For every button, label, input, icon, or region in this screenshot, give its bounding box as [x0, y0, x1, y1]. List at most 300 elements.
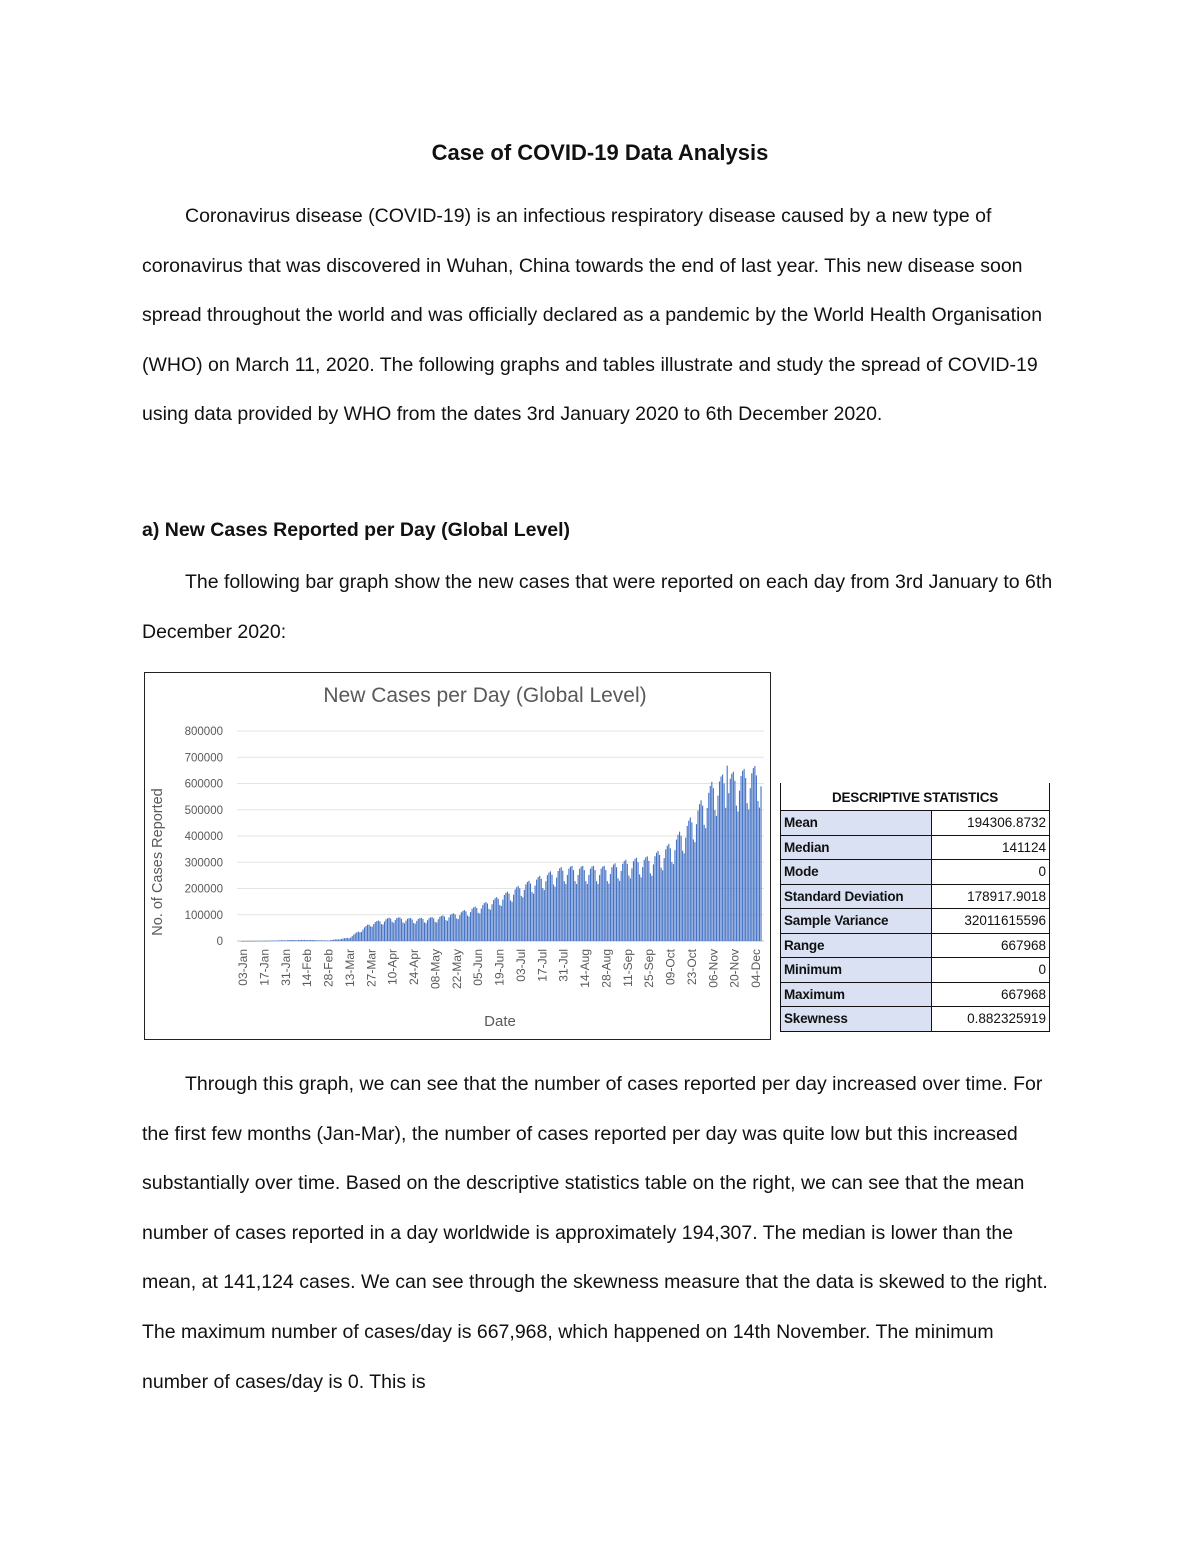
chart-bar — [487, 904, 488, 941]
chart-bar — [744, 769, 745, 941]
chart-bar — [445, 920, 446, 941]
chart-bar — [316, 940, 317, 941]
chart-bar — [319, 940, 320, 941]
chart-bar — [356, 932, 357, 941]
chart-bar — [399, 917, 400, 941]
chart-bar — [641, 877, 642, 941]
section-a-intro-paragraph: The following bar graph show the new cases that were reported on each day from 3rd January to 6th December 2020: — [142, 571, 1053, 643]
chart-bar — [636, 858, 637, 941]
chart-bar — [364, 927, 365, 941]
chart-bar — [708, 793, 709, 941]
chart-bar — [644, 860, 645, 941]
chart-bar — [558, 871, 559, 941]
chart-bar — [625, 860, 626, 941]
chart-bar — [630, 878, 631, 941]
chart-bar — [402, 922, 403, 941]
chart-bar — [259, 941, 260, 942]
chart-bar — [722, 775, 723, 941]
chart-bar — [407, 919, 408, 941]
chart-bar — [578, 875, 579, 941]
chart-bar — [269, 941, 270, 942]
chart-bar — [499, 905, 500, 941]
x-tick-label: 25-Sep — [642, 949, 657, 988]
chart-bar — [555, 887, 556, 941]
chart-bar — [575, 881, 576, 941]
chart-bar — [275, 941, 276, 942]
chart-bar — [367, 925, 368, 941]
x-tick-label: 14-Feb — [300, 949, 315, 988]
chart-bar — [429, 918, 430, 941]
y-axis-label: No. of Cases Reported — [150, 788, 166, 936]
chart-bar — [335, 939, 336, 941]
x-tick-label: 09-Oct — [663, 949, 678, 986]
chart-bar — [496, 897, 497, 941]
chart-bar — [504, 895, 505, 941]
chart-bar — [482, 905, 483, 941]
section-a-analysis-paragraph: Through this graph, we can see that the number of cases reported per day increased over time. For the first few months (Jan-Mar), the number of cases reported per day was quite low but this increased substantially over time. Based on the descriptive statistics table on the right, we can see that the mean number of cases reported in a day worldwide is approximately 194,307. The median is lower than the mean, at 141,124 cases. We can see through the skewness measure that the data is skewed to the right. The maximum number of cases/day is 667,968, which happened on 14th November. The minimum number of cases/day is 0. This is — [142, 1073, 1048, 1393]
chart-bar — [751, 773, 752, 941]
chart-bar — [283, 940, 284, 941]
chart-bar — [324, 940, 325, 941]
chart-bar — [481, 909, 482, 941]
y-tick-label: 400000 — [184, 831, 223, 843]
chart-bar — [312, 940, 313, 941]
chart-bar — [306, 940, 307, 941]
chart-bar — [344, 938, 345, 941]
chart-bar — [395, 920, 396, 941]
stats-grid — [780, 810, 1050, 1032]
chart-bar — [447, 921, 448, 941]
chart-bar — [750, 788, 751, 941]
stats-row-minimum — [781, 958, 1050, 983]
x-tick-label: 23-Oct — [684, 949, 699, 986]
chart-bar — [668, 844, 669, 941]
chart-bar — [352, 936, 353, 941]
chart-bar — [547, 875, 548, 941]
x-tick-label: 08-May — [428, 949, 443, 990]
chart-bar — [256, 941, 257, 942]
chart-bar — [422, 919, 423, 941]
chart-bar — [286, 940, 287, 941]
chart-bar — [564, 881, 565, 941]
stats-value: 0 — [932, 958, 1050, 983]
x-tick-label: 28-Aug — [599, 949, 614, 988]
chart-bar — [404, 923, 405, 941]
chart-bar — [684, 853, 685, 941]
chart-bar — [393, 923, 394, 941]
chart-bar — [329, 940, 330, 941]
chart-bar — [459, 915, 460, 941]
chart-bar — [389, 918, 390, 941]
chart-bar — [493, 900, 494, 941]
chart-bar — [361, 932, 362, 941]
chart-bar — [614, 863, 615, 941]
chart-bar — [697, 811, 698, 941]
chart-bar — [621, 871, 622, 941]
chart-bar — [355, 933, 356, 941]
chart-bar — [530, 883, 531, 941]
chart-bar — [704, 825, 705, 941]
chart-bar — [327, 941, 328, 942]
x-tick-label: 11-Sep — [620, 949, 635, 987]
stats-label: Minimum — [781, 958, 932, 983]
chart-bar — [250, 941, 251, 942]
chart-bar — [247, 941, 248, 942]
chart-bar — [581, 867, 582, 941]
stats-label: Sample Variance — [781, 909, 932, 934]
x-tick-label: 17-Jan — [257, 949, 272, 986]
chart-bar — [338, 939, 339, 941]
chart-bar — [656, 853, 657, 941]
chart-bar — [702, 806, 703, 941]
chart-bar — [714, 810, 715, 941]
chart-bar — [710, 786, 711, 941]
chart-bar — [498, 899, 499, 941]
chart-bar — [472, 909, 473, 941]
chart-bar — [535, 886, 536, 941]
chart-bar — [734, 781, 735, 941]
chart-bar — [681, 836, 682, 941]
chart-bar — [647, 856, 648, 941]
stats-label: Median — [781, 835, 932, 860]
chart-bar — [484, 903, 485, 941]
y-tick-label: 600000 — [184, 778, 223, 791]
chart-bar — [425, 923, 426, 941]
chart-bar — [602, 867, 603, 941]
chart-bar — [369, 925, 370, 941]
chart-bar — [573, 870, 574, 941]
chart-bar — [519, 888, 520, 941]
chart-bar — [601, 869, 602, 941]
chart-bar — [479, 914, 480, 941]
chart-bar — [590, 869, 591, 941]
chart-bar — [562, 871, 563, 941]
chart-bar — [538, 877, 539, 941]
chart-bar — [287, 940, 288, 941]
chart-bar — [278, 940, 279, 941]
chart-bar — [561, 867, 562, 941]
chart-bar — [628, 876, 629, 941]
chart-bar — [559, 868, 560, 941]
chart-bar — [528, 881, 529, 941]
chart-bar — [670, 848, 671, 941]
chart-bar — [687, 826, 688, 941]
chart-bar — [584, 870, 585, 941]
chart-bar — [553, 885, 554, 941]
chart-bar — [455, 915, 456, 941]
x-tick-label: 14-Aug — [578, 949, 592, 988]
stats-row-maximum — [781, 982, 1050, 1007]
chart-bar — [673, 864, 674, 941]
chart-bar — [688, 821, 689, 941]
chart-bar — [511, 902, 512, 941]
chart-bar — [757, 801, 758, 941]
x-tick-label: 31-Jan — [278, 949, 293, 986]
chart-bar — [342, 939, 343, 942]
x-tick-label: 03-Jan — [236, 949, 250, 986]
chart-bar — [756, 775, 757, 941]
chart-bar — [419, 918, 420, 941]
chart-bar — [398, 918, 399, 941]
chart-bar — [721, 776, 722, 941]
chart-bar — [651, 876, 652, 941]
chart-bar — [309, 940, 310, 941]
chart-bar — [653, 864, 654, 941]
chart-bar — [699, 804, 700, 941]
chart-bar — [465, 911, 466, 941]
chart-bar — [654, 856, 655, 941]
chart-bar — [433, 918, 434, 941]
chart-bar — [548, 873, 549, 941]
chart-bar — [299, 940, 300, 941]
chart-bar — [405, 921, 406, 941]
chart-bar — [618, 878, 619, 941]
chart-bar — [448, 917, 449, 941]
stats-caption: DESCRIPTIVE STATISTICS — [780, 783, 1050, 810]
chart-bar — [736, 806, 737, 941]
y-tick-label: 800000 — [184, 726, 223, 738]
chart-bar — [745, 778, 746, 941]
chart-bar — [444, 917, 445, 941]
x-tick-label: 31-Jul — [556, 949, 571, 982]
stats-value: 141124 — [932, 835, 1050, 860]
stats-label: Standard Deviation — [781, 884, 932, 909]
chart-bar — [322, 940, 323, 941]
chart-bar — [648, 861, 649, 941]
new-cases-chart-svg — [145, 673, 772, 1041]
chart-bar — [567, 875, 568, 941]
chart-bar — [249, 941, 250, 942]
chart-bar — [571, 866, 572, 941]
chart-bar — [413, 923, 414, 941]
chart-bar — [544, 890, 545, 941]
y-tick-label: 0 — [216, 936, 223, 948]
chart-bar — [267, 941, 268, 942]
chart-bar — [522, 897, 523, 941]
chart-bar — [253, 941, 254, 942]
x-tick-label: 24-Apr — [407, 949, 421, 986]
chart-bar — [587, 884, 588, 941]
chart-bar — [416, 921, 417, 941]
chart-bar — [579, 869, 580, 941]
chart-bar — [296, 940, 297, 941]
chart-bar — [604, 866, 605, 941]
chart-bar — [458, 919, 459, 941]
y-tick-label: 100000 — [184, 909, 223, 922]
chart-bar — [350, 938, 351, 941]
chart-bar — [246, 941, 247, 942]
chart-bar — [677, 835, 678, 941]
chart-bar — [536, 880, 537, 941]
stats-row-mode — [781, 860, 1050, 885]
chart-bar — [730, 779, 731, 941]
chart-bar — [453, 913, 454, 941]
chart-bar — [252, 941, 253, 942]
chart-bar — [611, 867, 612, 941]
x-tick-label: 17-Jul — [535, 949, 550, 982]
y-tick-label: 300000 — [184, 857, 223, 870]
chart-bar — [243, 941, 244, 942]
chart-bar — [556, 878, 557, 941]
chart-bar — [565, 884, 566, 941]
chart-bar — [452, 914, 453, 941]
chart-bar — [507, 892, 508, 941]
x-tick-label: 20-Nov — [727, 949, 742, 988]
chart-bar — [691, 822, 692, 941]
chart-gridlines — [237, 731, 764, 941]
chart-bar — [424, 922, 425, 941]
chart-title: New Cases per Day (Global Level) — [323, 684, 647, 707]
chart-bar — [671, 862, 672, 941]
stats-value: 32011615596 — [932, 909, 1050, 934]
chart-bar — [550, 871, 551, 941]
chart-bar — [631, 868, 632, 941]
chart-bar — [473, 907, 474, 941]
chart-bar — [396, 918, 397, 941]
chart-bar — [276, 940, 277, 941]
chart-bar — [725, 808, 726, 941]
chart-bar — [627, 864, 628, 941]
chart-bar — [599, 875, 600, 941]
chart-bar — [427, 920, 428, 941]
chart-bar — [478, 913, 479, 941]
chart-bar — [527, 882, 528, 941]
chart-bar — [289, 940, 290, 941]
chart-bar — [418, 919, 419, 941]
chart-bar — [281, 940, 282, 941]
x-tick-label: 10-Apr — [385, 949, 400, 986]
chart-bar — [468, 916, 469, 941]
chart-bar — [594, 870, 595, 941]
chart-bar — [492, 904, 493, 941]
chart-bar — [272, 941, 273, 942]
chart-bar — [576, 884, 577, 941]
y-axis-ticks — [185, 726, 223, 948]
chart-bar — [539, 876, 540, 941]
y-tick-label: 200000 — [184, 883, 223, 896]
chart-bar — [362, 930, 363, 941]
chart-bar — [610, 874, 611, 941]
stats-label: Range — [781, 933, 932, 958]
chart-bar — [375, 922, 376, 941]
chart-bar — [515, 890, 516, 941]
chart-bar — [510, 900, 511, 941]
x-tick-label: 05-Jun — [471, 949, 486, 986]
chart-bar — [634, 859, 635, 941]
chart-bar — [551, 875, 552, 941]
chart-bar — [716, 816, 717, 941]
chart-bar — [495, 898, 496, 941]
chart-bar — [711, 782, 712, 941]
chart-bar — [624, 861, 625, 941]
chart-bar — [378, 921, 379, 941]
chart-bar — [392, 922, 393, 941]
chart-bar — [273, 941, 274, 942]
chart-bar — [315, 940, 316, 941]
stats-label: Mode — [781, 860, 932, 885]
chart-bar — [485, 902, 486, 941]
chart-bar — [508, 894, 509, 941]
chart-bar — [737, 812, 738, 941]
chart-bar — [531, 892, 532, 941]
chart-bar — [293, 940, 294, 941]
chart-bar — [717, 796, 718, 941]
chart-bar — [705, 828, 706, 941]
chart-bar — [372, 927, 373, 941]
chart-bar — [719, 781, 720, 941]
chart-bar — [713, 788, 714, 941]
chart-bar — [304, 940, 305, 941]
chart-bar — [435, 922, 436, 941]
chart-bar — [290, 940, 291, 941]
chart-bar — [759, 808, 760, 941]
chart-bar — [622, 864, 623, 941]
chart-bar — [365, 926, 366, 941]
stats-value: 0.882325919 — [932, 1007, 1050, 1032]
stats-row-skewness — [781, 1007, 1050, 1032]
stats-row-median — [781, 835, 1050, 860]
chart-bar — [638, 862, 639, 941]
chart-bar — [727, 766, 728, 941]
chart-bar — [255, 941, 256, 942]
chart-bar — [462, 911, 463, 941]
chart-bar — [607, 881, 608, 941]
chart-bar — [461, 912, 462, 941]
chart-bar — [270, 941, 271, 942]
stats-row-range — [781, 933, 1050, 958]
chart-bar — [650, 873, 651, 941]
chart-bar — [505, 893, 506, 941]
chart-bar — [593, 866, 594, 941]
chart-bar — [642, 867, 643, 941]
chart-bar — [258, 941, 259, 942]
chart-bar — [295, 940, 296, 941]
chart-bar — [525, 884, 526, 941]
chart-bar — [701, 800, 702, 941]
stats-row-sample-variance — [781, 909, 1050, 934]
chart-bar — [685, 838, 686, 941]
chart-bar — [516, 887, 517, 941]
chart-bar — [421, 918, 422, 941]
stats-value: 194306.8732 — [932, 811, 1050, 836]
chart-bar — [501, 906, 502, 941]
chart-bar — [591, 867, 592, 941]
chart-bar — [346, 938, 347, 941]
descriptive-statistics-table — [780, 783, 1050, 1032]
chart-bar — [442, 915, 443, 941]
chart-bar — [605, 870, 606, 941]
chart-bar — [696, 824, 697, 941]
chart-bar — [676, 840, 677, 941]
chart-bar — [582, 866, 583, 941]
chart-bar — [707, 808, 708, 941]
chart-bar — [307, 940, 308, 941]
chart-bar — [384, 922, 385, 941]
chart-bar — [326, 940, 327, 941]
stats-label: Skewness — [781, 1007, 932, 1032]
chart-bar — [608, 884, 609, 941]
chart-bar — [694, 842, 695, 941]
chart-bar — [339, 939, 340, 941]
chart-bar — [524, 890, 525, 941]
chart-bar — [464, 910, 465, 941]
chart-bar — [284, 940, 285, 941]
chart-bar — [430, 917, 431, 941]
chart-bar — [665, 849, 666, 941]
chart-bar — [542, 888, 543, 941]
chart-bar — [596, 881, 597, 941]
chart-bar — [570, 867, 571, 941]
